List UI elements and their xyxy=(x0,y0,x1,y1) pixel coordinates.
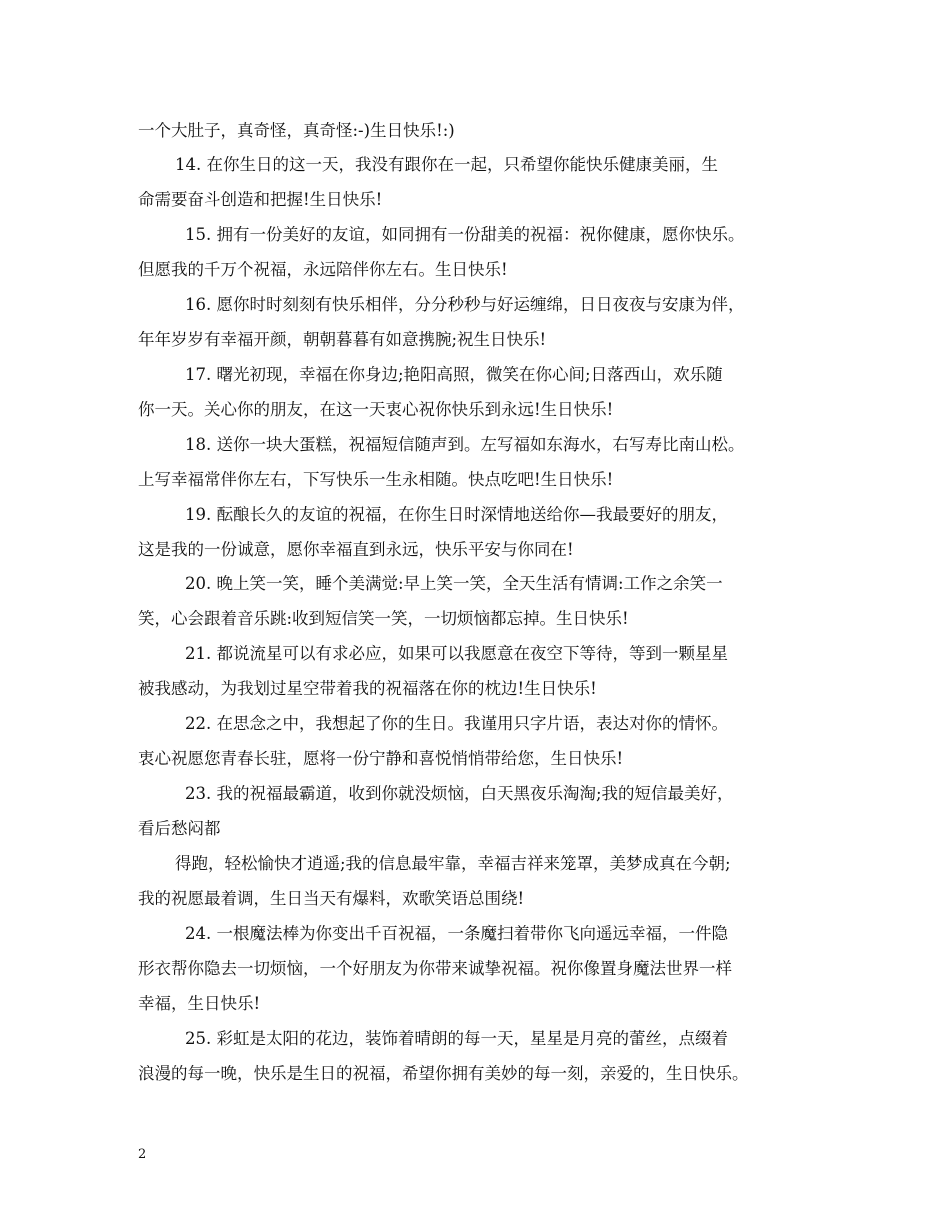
text-line: 17. 曙光初现，幸福在你身边;艳阳高照，微笑在你心间;日落西山，欢乐随 xyxy=(185,365,723,384)
text-line: 19. 酝酿长久的友谊的祝福，在你生日时深情地送给你—我最要好的朋友， xyxy=(185,505,728,524)
text-line: 衷心祝愿您青春长驻，愿将一份宁静和喜悦悄悄带给您，生日快乐! xyxy=(138,749,624,768)
text-line: 23. 我的祝福最霸道，收到你就没烦恼，白天黑夜乐淘淘;我的短信最美好， xyxy=(185,784,734,803)
text-line: 看后愁闷都 xyxy=(138,819,221,838)
text-line: 一个大肚子，真奇怪，真奇怪:-)生日快乐!:) xyxy=(138,121,455,140)
text-line: 21. 都说流星可以有求必应，如果可以我愿意在夜空下等待，等到一颗星星 xyxy=(185,644,728,663)
page-number: 2 xyxy=(138,1147,147,1162)
text-line: 浪漫的每一晚，快乐是生日的祝福，希望你拥有美妙的每一刻，亲爱的，生日快乐。 xyxy=(138,1064,749,1083)
text-line: 我的祝愿最着调，生日当天有爆料，欢歌笑语总围绕! xyxy=(138,889,525,908)
text-line: 15. 拥有一份美好的友谊，如同拥有一份甜美的祝福：祝你健康，愿你快乐。 xyxy=(185,225,745,244)
text-line: 被我感动，为我划过星空带着我的祝福落在你的枕边!生日快乐! xyxy=(138,679,597,698)
text-line: 年年岁岁有幸福开颜，朝朝暮暮有如意携腕;祝生日快乐! xyxy=(138,330,547,349)
text-line: 20. 晚上笑一笑，睡个美满觉:早上笑一笑，全天生活有情调:工作之余笑一 xyxy=(185,574,723,593)
text-line: 笑，心会跟着音乐跳:收到短信笑一笑，一切烦恼都忘掉。生日快乐! xyxy=(138,609,629,628)
text-line: 16. 愿你时时刻刻有快乐相伴，分分秒秒与好运缠绵，日日夜夜与安康为伴， xyxy=(185,295,745,314)
text-line: 但愿我的千万个祝福，永远陪伴你左右。生日快乐! xyxy=(138,260,508,279)
text-line: 幸福，生日快乐! xyxy=(138,994,261,1013)
text-line: 命需要奋斗创造和把握!生日快乐! xyxy=(138,190,383,209)
text-line: 形衣帮你隐去一切烦恼，一个好朋友为你带来诚挚祝福。祝你像置身魔法世界一样 xyxy=(138,959,732,978)
text-line: 14. 在你生日的这一天，我没有跟你在一起，只希望你能快乐健康美丽，生 xyxy=(175,155,718,174)
text-line: 24. 一根魔法棒为你变出千百祝福，一条魔扫着带你飞向遥远幸福，一件隐 xyxy=(185,924,728,943)
text-line: 18. 送你一块大蛋糕，祝福短信随声到。左写福如东海水，右写寿比南山松。 xyxy=(185,435,745,454)
text-line: 你一天。关心你的朋友，在这一天衷心祝你快乐到永远!生日快乐! xyxy=(138,400,614,419)
text-line: 上写幸福常伴你左右，下写快乐一生永相随。快点吃吧!生日快乐! xyxy=(138,470,614,489)
text-line: 25. 彩虹是太阳的花边，装饰着晴朗的每一天，星星是月亮的蕾丝，点缀着 xyxy=(185,1029,728,1048)
text-line: 得跑，轻松愉快才逍遥;我的信息最牢靠，幸福吉祥来笼罩，美梦成真在今朝; xyxy=(175,854,731,873)
text-line: 这是我的一份诚意，愿你幸福直到永远，快乐平安与你同在! xyxy=(138,540,574,559)
text-line: 22. 在思念之中，我想起了你的生日。我谨用只字片语，表达对你的情怀。 xyxy=(185,714,728,733)
